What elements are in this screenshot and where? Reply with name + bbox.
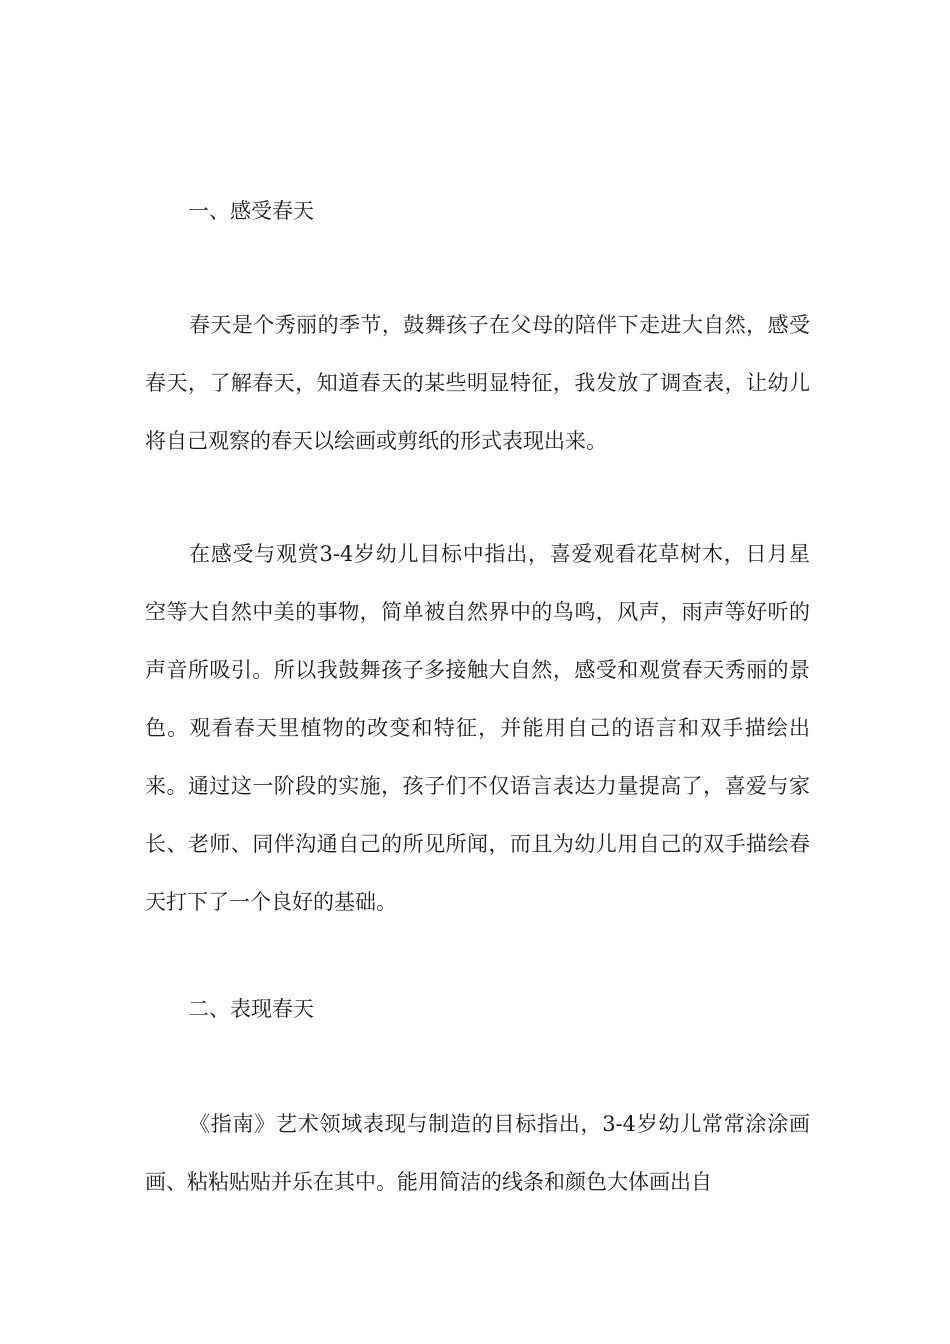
paragraph-1: 春天是个秀丽的季节，鼓舞孩子在父母的陪伴下走进大自然，感受春天，了解春天，知道春天的某些明显特征，我发放了调查表，让幼儿将自己观察的春天以绘画或剪纸的形式表现出来。 <box>145 313 810 453</box>
section-heading-2: 二、表现春天 <box>188 997 314 1021</box>
section-heading-1: 一、感受春天 <box>188 199 314 223</box>
paragraph-2: 在感受与观赏3-4岁幼儿目标中指出，喜爱观看花草树木，日月星空等大自然中美的事物，简单被自然界中的鸟鸣，风声，雨声等好听的声音所吸引。所以我鼓舞孩子多接触大自然，感受和观赏春天秀丽的景色。观看春天里植物的改变和特征，并能用自己的语言和双手描绘出来。通过这一阶段的实施，孩子们不仅语言表达力量提高了，喜爱与家长、老师、同伴沟通自己的所见所闻，而且为幼儿用自己的双手描绘春天打下了一个良好的基础。 <box>145 542 810 914</box>
paragraph-3: 《指南》艺术领域表现与制造的目标指出，3-4岁幼儿常常涂涂画画、粘粘贴贴并乐在其中。能用简洁的线条和颜色大体画出自 <box>145 1112 810 1194</box>
